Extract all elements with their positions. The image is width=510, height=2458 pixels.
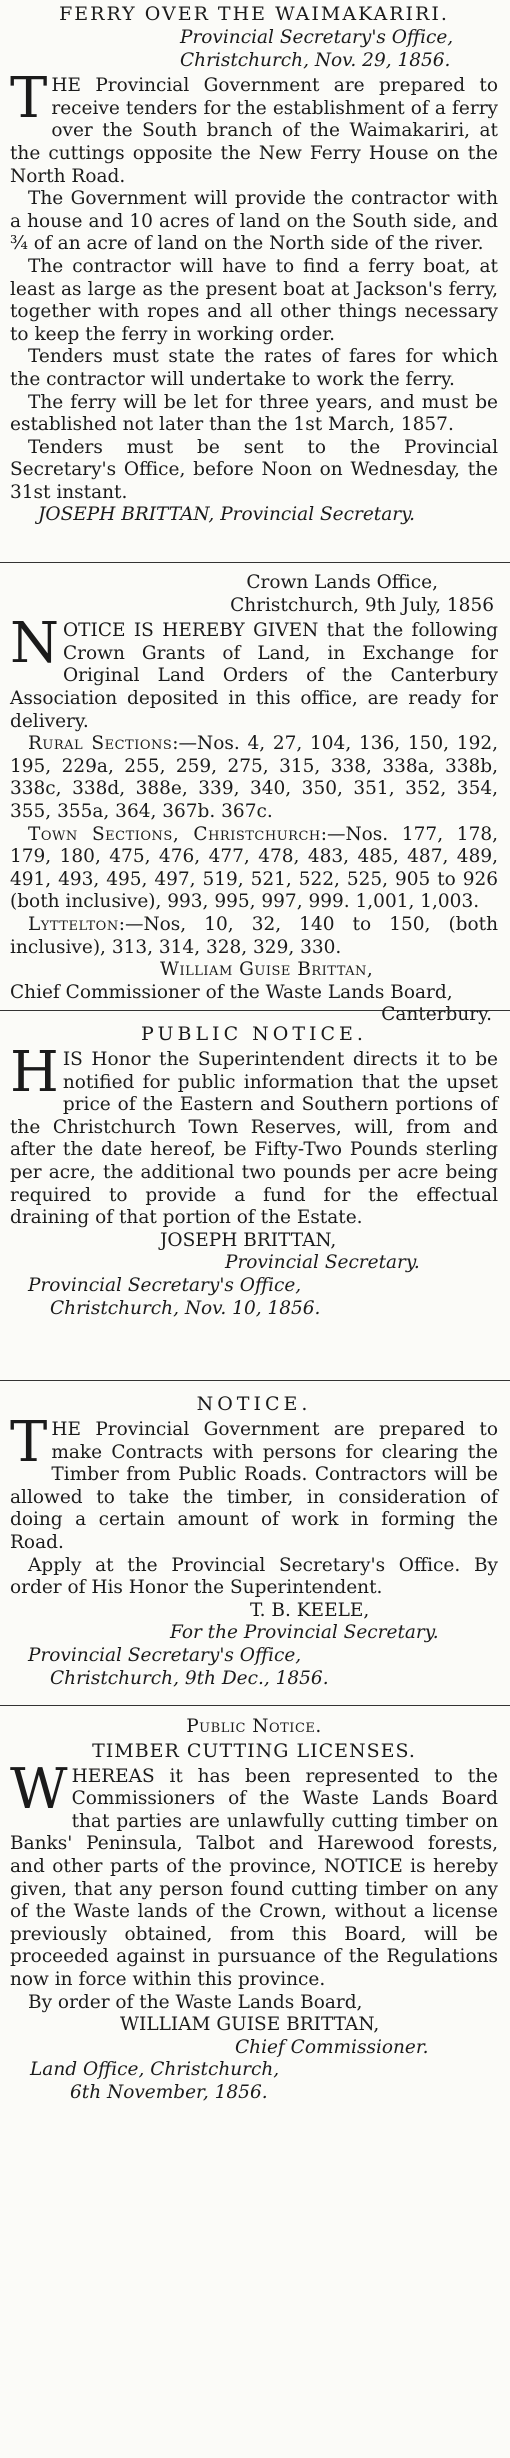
public-office: Provincial Secretary's Office,: [28, 1274, 302, 1296]
divider: [0, 562, 510, 563]
notice-title: NOTICE.: [196, 1393, 312, 1415]
divider: [0, 1010, 510, 1011]
lyttelton-label: Lyttelton: [28, 913, 119, 935]
road-timber-notice: [10, 1392, 498, 1690]
ferry-date: Christchurch, Nov. 29, 1856.: [180, 49, 451, 71]
town-sections: :—Nos. 177, 178, 179, 180, 475, 476, 477, 478, 483, 485, 487, 489, 491, 493, 495, 497, 519, 521, 522, 525, 905 to 926 (both inclusive), 993, 995, 997, 999. 1,001, 1,003.: [10, 823, 498, 913]
crown-date: Christchurch, 9th July, 1856: [230, 594, 494, 616]
ferry-p2: The Government will provide the contractor with a house and 10 acres of land on the South side, and ¾ of an acre of land on the North side of the river.: [10, 188, 498, 255]
ferry-p3: The contractor will have to find a ferry boat, at least as large as the present boat at Jackson's ferry, together with ropes and all other things necessary to keep the ferry in working order.: [10, 255, 498, 345]
town-label: Town Sections, Christchurch: [28, 823, 321, 845]
crown-sig-place: Canterbury.: [381, 1004, 492, 1026]
crown-sig-title: Chief Commissioner of the Waste Lands Board,: [10, 981, 453, 1003]
public-sig-name: JOSEPH BRITTAN,: [160, 1229, 337, 1251]
public-dropcap: H: [10, 1040, 59, 1105]
notice-p2: Apply at the Provincial Secretary's Office. By order of His Honor the Superintendent.: [10, 1554, 498, 1599]
public-sig-title: Provincial Secretary.: [225, 1252, 420, 1274]
timber-body: [10, 1756, 498, 2015]
notice-p1: HE Provincial Government are prepared to make Contracts with persons for clearing the Timber from Public Roads. Contractors will be allowed to take the timber, in consideration of doing a certain amount of work in forming the Road.: [10, 1419, 498, 1553]
timber-licenses-notice: [10, 1716, 498, 2105]
crown-body: [10, 611, 498, 959]
notice-date: Christchurch, 9th Dec., 1856.: [50, 1667, 329, 1689]
crown-office: Crown Lands Office,: [246, 572, 438, 593]
timber-kicker: Public Notice.: [186, 1716, 322, 1737]
timber-sig-title: Chief Commissioner.: [235, 2036, 429, 2058]
ferry-dropcap: T: [10, 66, 48, 132]
notice-dropcap: T: [10, 1410, 48, 1475]
public-title: PUBLIC NOTICE.: [141, 1023, 367, 1045]
ferry-p5: The ferry will be let for three years, and must be established not later than the 1st March, 1857.: [10, 391, 498, 436]
crown-sig-name: William Guise Brittan,: [160, 959, 374, 981]
crown-p1: OTICE IS HEREBY GIVEN that the following Crown Grants of Land, in Exchange for Original Land Orders of the Canterbury Association deposited in this office, are ready for delivery.: [10, 620, 498, 732]
rural-sections: :—Nos. 4, 27, 104, 136, 150, 192, 195, 229a, 255, 259, 275, 315, 338, 338a, 338b, 338c, 338d, 388e, 339, 340, 350, 351, 352, 354, 355, 355a, 364, 367b. 367c.: [10, 733, 498, 822]
ferry-p6: Tenders must be sent to the Provincial Secretary's Office, before Noon on Wednesday, the 31st instant.: [10, 436, 498, 503]
notice-sig-title: For the Provincial Secretary.: [170, 1622, 439, 1644]
timber-dropcap: W: [10, 1756, 68, 1822]
rural-label: Rural Sections: [28, 733, 173, 755]
timber-date: 6th November, 1856.: [70, 2081, 268, 2103]
lyttelton-sections: :—Nos, 10, 32, 140 to 150, (both inclusive), 313, 314, 328, 329, 330.: [10, 913, 498, 958]
timber-p1: HEREAS it has been represented to the Commissioners of the Waste Lands Board that parties are unlawfully cutting timber on Banks' Peninsula, Talbot and Harewood forests, and other parts of the province, NOTICE is hereby given, that any person found cutting timber on any of the Waste lands of the Crown, without a license previously obtained, from this Board, will be proceeded against in pursuance of the Regulations now in force within this province.: [10, 1765, 498, 1990]
notice-office: Provincial Secretary's Office,: [28, 1644, 302, 1666]
ferry-title: FERRY OVER THE WAIMAKARIRI.: [59, 3, 449, 25]
public-notice: [10, 1022, 498, 1320]
public-p1: IS Honor the Superintendent directs it to be notified for public information that the upset price of the Eastern and Southern portions of the Christchurch Town Reserves, will, from and after the date hereof, be Fifty-Two Pounds sterling per acre, the additional two pounds per acre being required to provide a fund for the effectual draining of that portion of the Estate.: [10, 1049, 498, 1229]
notice-sig-name: T. B. KEELE,: [250, 1599, 370, 1621]
timber-p2: By order of the Waste Lands Board,: [28, 1991, 363, 2013]
divider: [0, 1705, 510, 1706]
timber-office: Land Office, Christchurch,: [30, 2059, 280, 2081]
timber-sig-name: WILLIAM GUISE BRITTAN,: [120, 2014, 380, 2036]
ferry-signature: JOSEPH BRITTAN, Provincial Secretary.: [38, 504, 415, 526]
ferry-p4: Tenders must state the rates of fares for which the contractor will undertake to work the ferry.: [10, 346, 498, 390]
ferry-body: [10, 66, 498, 504]
public-date: Christchurch, Nov. 10, 1856.: [50, 1297, 321, 1319]
crown-grants-notice: [10, 572, 498, 1027]
notice-body: [10, 1410, 498, 1600]
ferry-office: Provincial Secretary's Office,: [180, 27, 454, 48]
crown-dropcap: N: [10, 611, 59, 677]
timber-title: TIMBER CUTTING LICENSES.: [92, 1739, 416, 1762]
ferry-p1: HE Provincial Government are prepared to receive tenders for the establishment of a ferry over the South branch of the Waimakariri, at the cuttings opposite the New Ferry House on the North Road.: [10, 75, 498, 187]
ferry-notice: [10, 2, 498, 527]
public-body: [10, 1040, 498, 1230]
divider: [0, 1380, 510, 1381]
